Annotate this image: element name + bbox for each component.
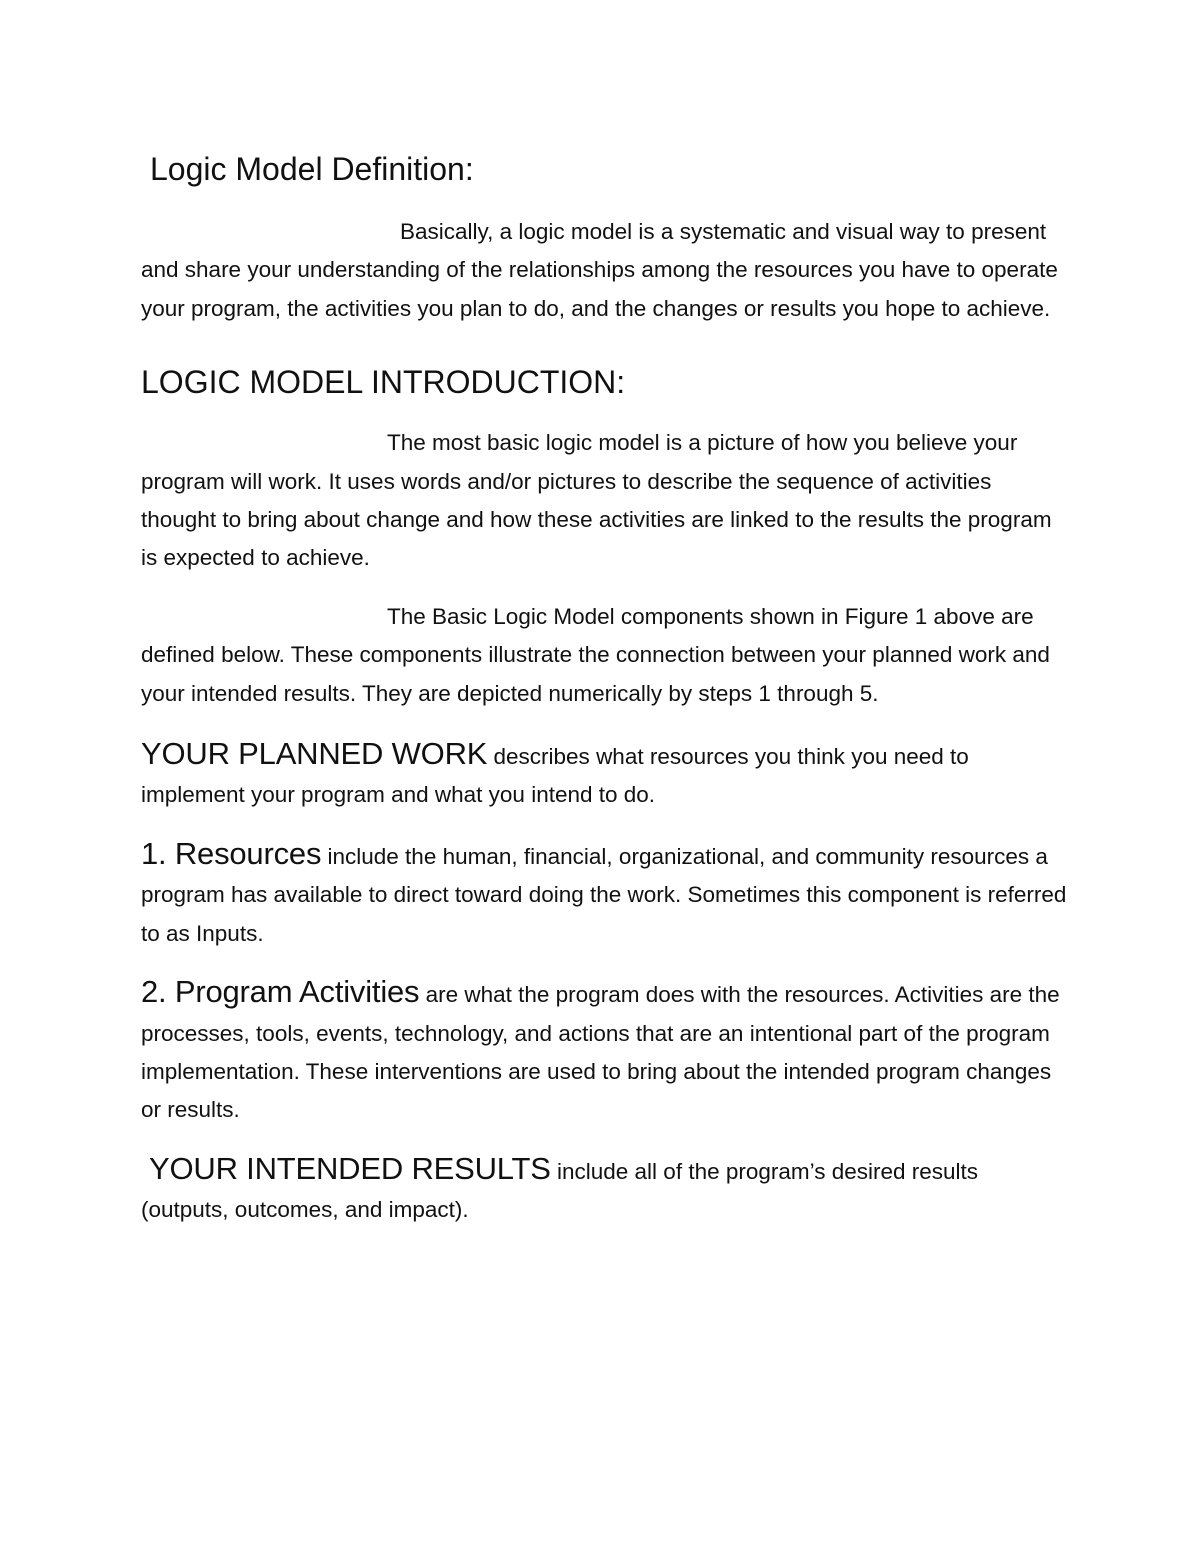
planned-work-paragraph xyxy=(141,735,1071,815)
program-activities-label: 2. Program Activities xyxy=(141,974,420,1010)
heading-logic-model-definition: Logic Model Definition: xyxy=(150,151,474,187)
intended-results-text: include all of the program’s desired results (outputs, outcomes, and impact). xyxy=(141,1158,979,1223)
intended-results-paragraph xyxy=(141,1150,1071,1230)
planned-work-label: YOUR PLANNED WORK xyxy=(141,736,488,772)
document-body xyxy=(141,146,1071,1230)
resources-text: include the human, financial, organizational, and community resources a program has available to direct toward doing the work. Sometimes this component is referred to as Inputs. xyxy=(141,843,1067,946)
intended-results-label: YOUR INTENDED RESULTS xyxy=(149,1150,551,1186)
intro-paragraph-2: The Basic Logic Model components shown in Figure 1 above are defined below. These components illustrate the connection between your planned work and your intended results. They are depicted numerically by steps 1 through 5. xyxy=(141,603,1050,706)
heading-logic-model-introduction: LOGIC MODEL INTRODUCTION: xyxy=(141,364,626,401)
intro-paragraph-1: The most basic logic model is a picture of how you believe your program will work. It uses words and/or pictures to describe the sequence of activities thought to bring about change and how these activities are linked to the results the program is expected to achieve. xyxy=(141,430,1052,571)
program-activities-paragraph xyxy=(141,973,1071,1130)
planned-work-text: describes what resources you think you need to implement your program and what you intend to do. xyxy=(141,744,969,808)
definition-paragraph: Basically, a logic model is a systematic and visual way to present and share your understanding of the relationships among the resources you have to operate your program, the activities you plan to do, and the changes or results you hope to achieve. xyxy=(141,219,1058,321)
resources-label: 1. Resources xyxy=(141,835,322,871)
program-activities-text: are what the program does with the resources. Activities are the processes, tools, events, technology, and actions that are an intentional part of the program implementation. These interventions are used to bring about the intended program changes or results. xyxy=(141,982,1060,1123)
resources-paragraph xyxy=(141,835,1071,953)
